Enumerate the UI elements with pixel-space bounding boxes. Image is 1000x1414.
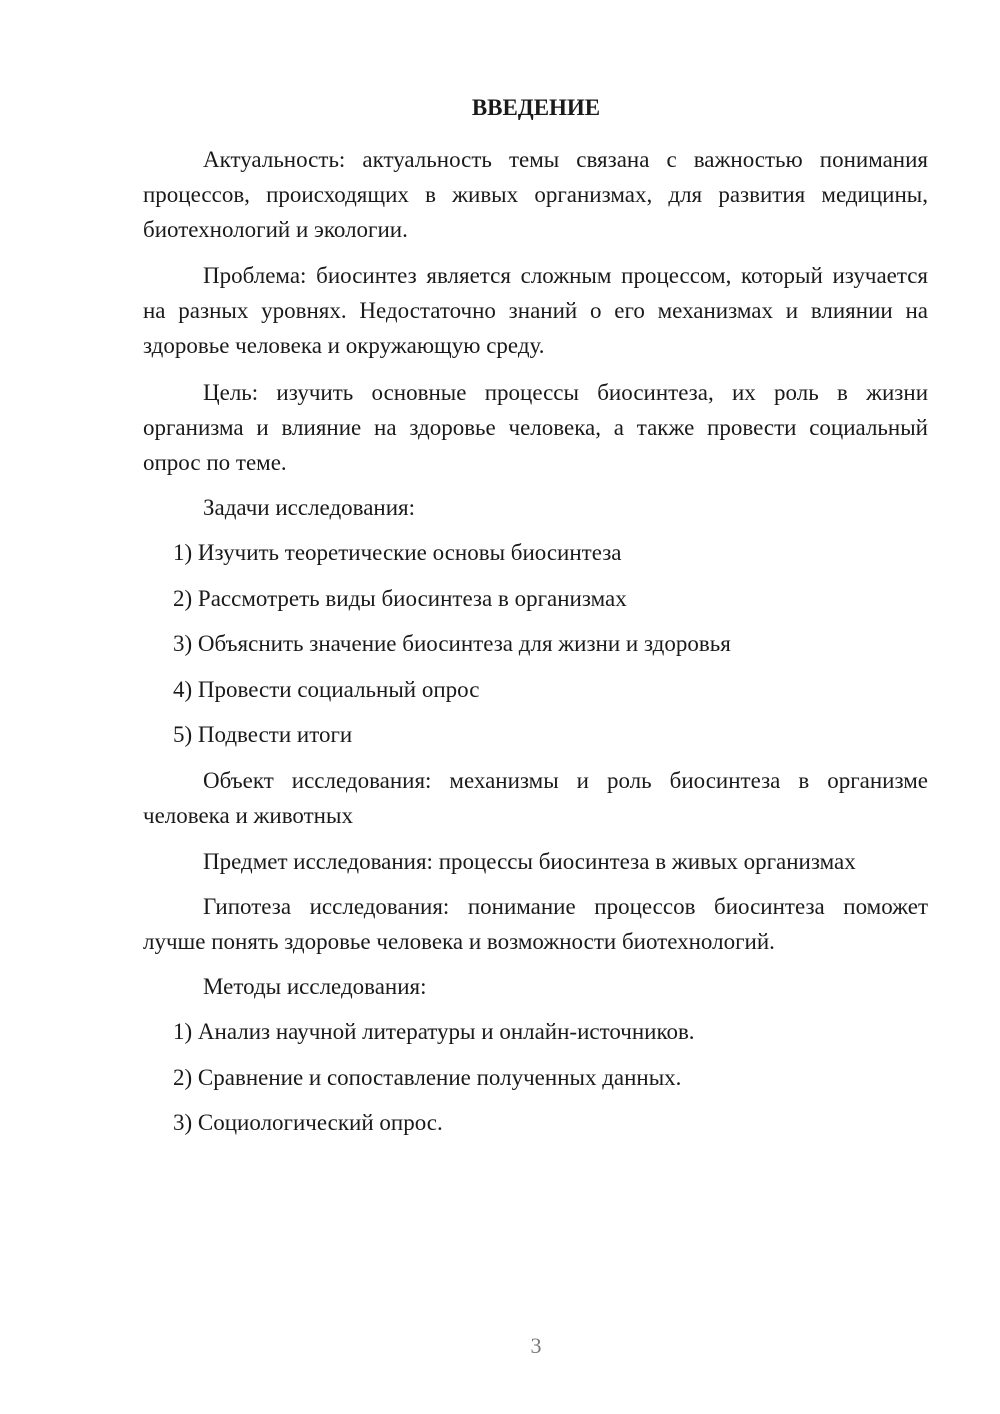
hypothesis-paragraph: Гипотеза исследования: понимание процессов биосинтеза поможет лучше понять здоровье человека и возможности биотехнологий.: [143, 894, 928, 954]
tasks-heading: Задачи исследования:: [203, 495, 416, 520]
task-item: 5) Подвести итоги: [173, 722, 353, 747]
method-item: 3) Социологический опрос.: [173, 1110, 443, 1135]
task-item: 2) Рассмотреть виды биосинтеза в организмах: [173, 586, 627, 611]
method-item: 1) Анализ научной литературы и онлайн-источников.: [173, 1019, 695, 1044]
task-item: 4) Провести социальный опрос: [173, 677, 480, 702]
goal-paragraph: Цель: изучить основные процессы биосинтеза, их роль в жизни организма и влияние на здоровье человека, а также провести социальный опрос по теме.: [143, 380, 928, 475]
object-paragraph: Объект исследования: механизмы и роль биосинтеза в организме человека и животных: [143, 768, 928, 828]
methods-heading: Методы исследования:: [203, 974, 427, 999]
page-title: ВВЕДЕНИЕ: [471, 95, 601, 120]
method-item: 2) Сравнение и сопоставление полученных данных.: [173, 1065, 682, 1090]
subject-paragraph: Предмет исследования: процессы биосинтеза в живых организмах: [203, 849, 856, 874]
task-item: 1) Изучить теоретические основы биосинтеза: [173, 540, 622, 565]
relevance-paragraph: Актуальность: актуальность темы связана с важностью понимания процессов, происходящих в живых организмах, для развития медицины, биотехнологий и экологии.: [143, 147, 928, 242]
page-number: 3: [530, 1333, 542, 1358]
problem-paragraph: Проблема: биосинтез является сложным процессом, который изучается на разных уровнях. Недостаточно знаний о его механизмах и влиянии на здоровье человека и окружающую среду.: [143, 263, 928, 358]
task-item: 3) Объяснить значение биосинтеза для жизни и здоровья: [173, 631, 731, 656]
